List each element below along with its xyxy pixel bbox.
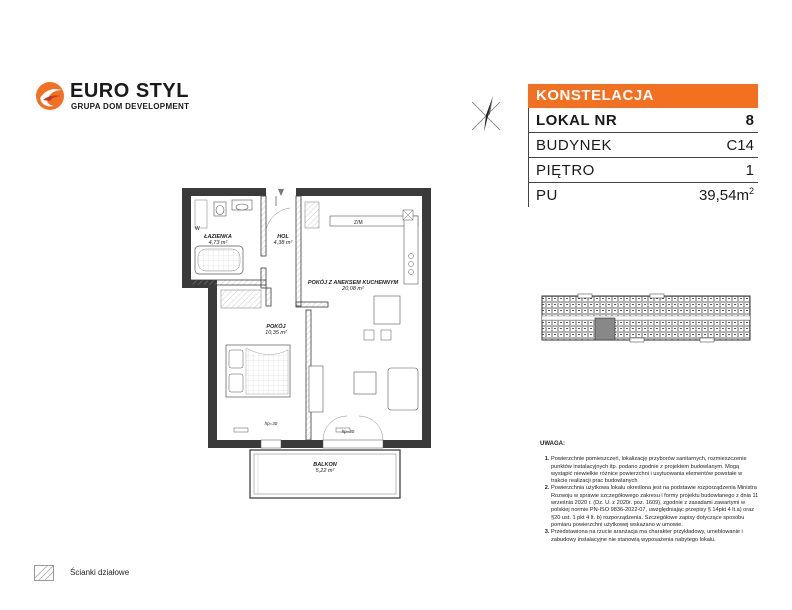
logo-name: EURO STYL xyxy=(70,80,189,102)
info-label: LOKAL NR xyxy=(536,111,618,129)
note-item: 2. Powierzchnia użytkowa lokalu określona jest na podstawie rozporządzenia Ministra Rozwoju w sprawie szczegółowego zakresu i formy projektu budowlanego z dnia 11 września 2020 r. (Dz. U. z 2020r. poz. 1609), zgodnie z zasadami zawartymi w polskiej normie PN-ISO 9836-2022-07, uwzględniając przepisy § 14pkt 4 lt.a) oraz §20 ust. 1 pkt 4 lt. b) rozporządzenia. Szczegółowe zapisy dotyczące sposobu pomiaru powierzchni użytkowej wskazano w umowie. xyxy=(551,485,760,529)
info-value: $39,54m^2$ xyxy=(698,186,754,204)
legend-label: Ścianki działowe xyxy=(70,568,130,577)
compass-icon xyxy=(466,92,506,140)
hp-label: hp=30 xyxy=(264,421,278,426)
note-item: 3. Przedstawiona na rzucie aranżacja ma charakter przykładowy, umeblowanie i zabudowy instalacyjne nie stanowią wyposażenia nabytego lokalu. xyxy=(551,529,760,544)
notes xyxy=(540,441,760,544)
floor-plan xyxy=(178,180,438,510)
notes-title: UWAGA: xyxy=(540,441,565,447)
room-pokoj-aneks-area: 20,08 m² xyxy=(342,286,364,292)
room-balkon-name: BALKON xyxy=(313,462,337,468)
info-label: PIĘTRO xyxy=(536,161,595,179)
note-item: 1. Powierzchnie pomieszczeń, lokalizację przyborów sanitarnych, rozmieszczenie punktów instalacyjnych itp. podano zgodnie z projektem budowlanym. Mogą wystąpić niewielkie różnice powierzchni i usytuowania elementów powstałe w trakcie realizacji prac budowlanych xyxy=(551,456,760,485)
hp-label: hp=30 xyxy=(341,429,355,434)
w-label: W xyxy=(195,226,200,232)
room-hol-area: 4,38 m² xyxy=(273,240,293,246)
info-row-budynek xyxy=(528,133,758,158)
info-label: BUDYNEK xyxy=(536,136,613,154)
room-pokoj-aneks-name: POKÓJ Z ANEKSEM KUCHENNYM xyxy=(307,280,399,286)
info-panel xyxy=(528,84,758,207)
building-key-plan xyxy=(540,290,752,350)
info-row-pietro xyxy=(528,158,758,183)
project-title: KONSTELACJA xyxy=(528,84,758,108)
info-label: PU xyxy=(536,186,558,204)
room-pokoj-name: POKÓJ xyxy=(266,324,286,330)
zm-label: Z/M xyxy=(354,220,363,226)
info-value: C14 xyxy=(726,136,754,154)
room-lazienka-name: ŁAZIENKA xyxy=(204,234,232,240)
info-row-pu xyxy=(528,183,758,207)
partition-walls-legend-icon xyxy=(34,565,54,581)
info-value: 8 xyxy=(745,111,754,129)
logo-subtitle: GRUPA DOM DEVELOPMENT xyxy=(71,102,190,111)
room-lazienka-area: 4,73 m² xyxy=(208,240,228,246)
room-balkon-area: 5,22 m² xyxy=(315,468,335,474)
room-hol-name: HOL xyxy=(277,234,289,240)
room-pokoj-area: 10,35 m² xyxy=(265,330,287,336)
euro-styl-logo-icon xyxy=(34,80,66,112)
info-row-lokal xyxy=(528,108,758,133)
info-value: 1 xyxy=(745,161,754,179)
